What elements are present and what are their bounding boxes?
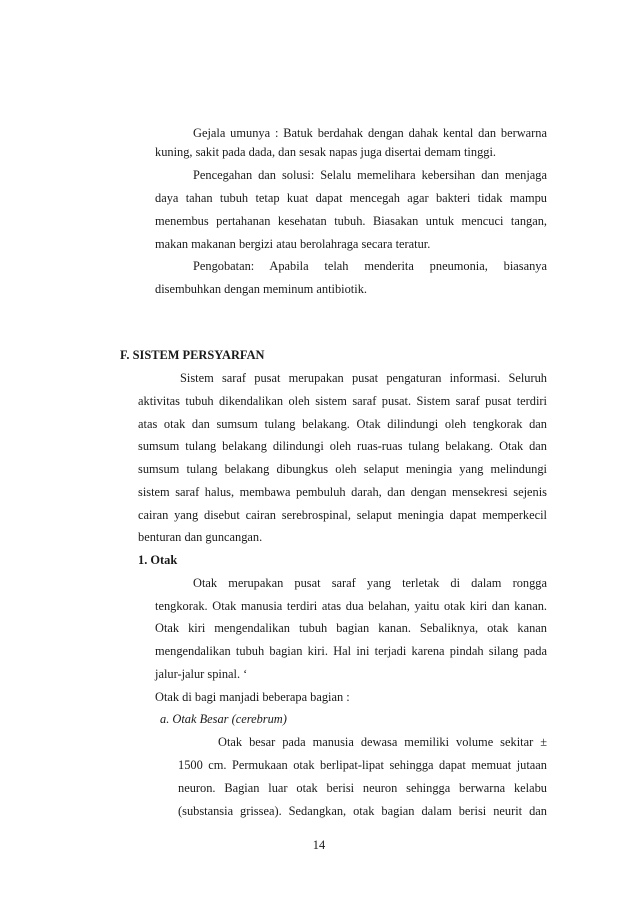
paragraph-line: tengkorak. Otak manusia terdiri atas dua belahan, yaitu otak kiri dan kanan. — [155, 599, 547, 613]
section-heading: F. SISTEM PERSYARFAN — [120, 348, 265, 362]
paragraph-line: sumsum tulang belakang dilindungi oleh ruas-ruas tulang belakang. Otak dan — [138, 439, 547, 453]
paragraph-line: kuning, sakit pada dada, dan sesak napas juga disertai demam tinggi. — [155, 145, 496, 159]
paragraph-line: Pengobatan: Apabila telah menderita pneumonia, biasanya — [193, 259, 547, 273]
paragraph-line: neuron. Bagian luar otak berisi neuron sehingga berwarna kelabu — [178, 781, 547, 795]
paragraph-line: Pencegahan dan solusi: Selalu memelihara kebersihan dan menjaga — [193, 168, 547, 182]
paragraph-line: Otak besar pada manusia dewasa memiliki volume sekitar ± — [218, 735, 547, 749]
paragraph-line: disembuhkan dengan meminum antibiotik. — [155, 282, 367, 296]
paragraph-line: aktivitas tubuh dikendalikan oleh sistem saraf pusat. Sistem saraf pusat terdiri — [138, 394, 547, 408]
paragraph-line: Sistem saraf pusat merupakan pusat pengaturan informasi. Seluruh — [180, 371, 547, 385]
paragraph-line: benturan dan guncangan. — [138, 530, 263, 544]
paragraph-line: menembus pertahanan kesehatan tubuh. Biasakan untuk mencuci tangan, — [155, 214, 547, 228]
paragraph-line: mengendalikan tubuh bagian kiri. Hal ini terjadi karena pindah silang pada — [155, 644, 547, 658]
paragraph-line: Gejala umunya : Batuk berdahak dengan dahak kental dan berwarna — [193, 126, 547, 140]
paragraph-line: sistem saraf halus, membawa pembuluh darah, dan dengan mensekresi sejenis — [138, 485, 547, 499]
paragraph-line: sumsum tulang belakang dibungkus oleh selaput meningia yang melindungi — [138, 462, 547, 476]
paragraph-line: jalur-jalur spinal. ‘ — [155, 667, 248, 681]
paragraph-line: atas otak dan sumsum tulang belakang. Otak dilindungi oleh tengkorak dan — [138, 417, 547, 431]
paragraph-line: Otak merupakan pusat saraf yang terletak di dalam rongga — [193, 576, 547, 590]
subsection-heading: a. Otak Besar (cerebrum) — [160, 712, 287, 726]
paragraph-line: 1500 cm. Permukaan otak berlipat-lipat sehingga dapat memuat jutaan — [178, 758, 547, 772]
paragraph-line: Otak di bagi manjadi beberapa bagian : — [155, 690, 350, 704]
paragraph-line: (substansia grissea). Sedangkan, otak bagian dalam berisi neurit dan — [178, 804, 547, 818]
paragraph-line: daya tahan tubuh tetap kuat dapat mencegah agar bakteri tidak mampu — [155, 191, 547, 205]
paragraph-line: Otak kiri mengendalikan tubuh bagian kanan. Sebaliknya, otak kanan — [155, 621, 547, 635]
paragraph-line: makan makanan bergizi atau berolahraga secara teratur. — [155, 237, 431, 251]
paragraph-line: cairan yang disebut cairan serebrospinal, selaput meningia dapat memperkecil — [138, 508, 547, 522]
subsection-heading: 1. Otak — [138, 553, 178, 567]
page-number: 14 — [312, 838, 326, 852]
